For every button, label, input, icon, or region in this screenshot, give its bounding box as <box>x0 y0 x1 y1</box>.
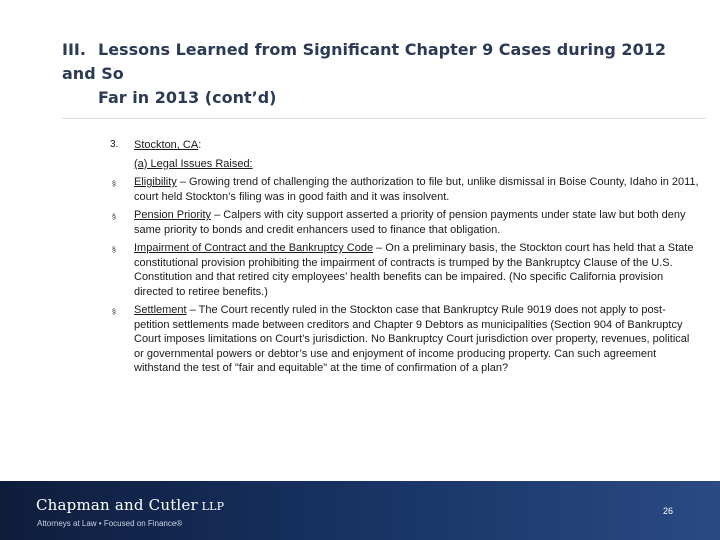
bullet-text: – Growing trend of challenging the authorization to file but, unlike dismissal in Boise County, Idaho in 2011, court held Stockton’s filing was in good faith and it was insolvent. <box>134 176 699 203</box>
bullet-term: Eligibility <box>134 176 177 188</box>
subheading: (a) Legal Issues Raised: <box>134 157 253 170</box>
bullet-term: Impairment of Contract and the Bankruptcy Code <box>134 242 374 254</box>
bullet-item <box>110 241 700 299</box>
bullet-marker: § <box>112 247 116 254</box>
section-heading-colon: : <box>198 139 202 151</box>
bullet-text: – Calpers with city support asserted a priority of pension payments under state law but both deny same priority to bonds and credit enhancers used to finance that obligation. <box>134 209 686 236</box>
firm-suffix: LLP <box>197 500 225 513</box>
section-heading: Stockton, CA <box>134 139 199 151</box>
bullet-marker: § <box>112 214 116 221</box>
bullet-text: – The Court recently ruled in the Stockton case that Bankruptcy Rule 9019 does not apply to post-petition settlements made between creditors and Chapter 9 Debtors as municipalities (Section 904 of Bankruptcy Court imposes limitations on Court’s jurisdiction. No Bankruptcy Court jurisdiction over property, revenues, political or governmental powers or debtor’s use and enjoyment of income producing property. Can such agreement withstand the test of "fair and equitable" at the time of confirmation of a plan? <box>134 304 690 374</box>
slide-title <box>62 38 702 110</box>
title-number: III. <box>62 40 86 59</box>
section-number: 3. <box>110 139 119 150</box>
slide-body <box>110 138 700 380</box>
bullet-item <box>110 303 700 376</box>
bullet-term: Pension Priority <box>134 209 212 221</box>
bullet-text: – On a preliminary basis, the Stockton court has held that a State constitutional provision prohibiting the impairment of contracts is trumped by the Bankruptcy Clause of the U.S. Constitution and that retired city employees’ health benefits can be impaired. (No specific California provision directed to retiree benefits.) <box>134 242 694 298</box>
bullet-marker: § <box>112 181 116 188</box>
firm-tagline: Attorneys at Law • Focused on Finance® <box>37 519 183 528</box>
title-divider <box>62 118 706 119</box>
footer-banner <box>0 481 720 540</box>
title-line-2: Far in 2013 (cont’d) <box>98 88 277 107</box>
section-heading-row <box>110 138 700 153</box>
firm-name: Chapman and Cutler <box>36 496 198 514</box>
subheading-row <box>110 157 700 172</box>
firm-logo <box>36 496 224 514</box>
title-line-1: Lessons Learned from Significant Chapter 9 Cases during 2012 and So <box>62 40 666 83</box>
bullet-item <box>110 208 700 237</box>
bullet-item <box>110 175 700 204</box>
bullet-marker: § <box>112 309 116 316</box>
bullet-term: Settlement <box>134 304 187 316</box>
page-number: 26 <box>663 506 674 516</box>
